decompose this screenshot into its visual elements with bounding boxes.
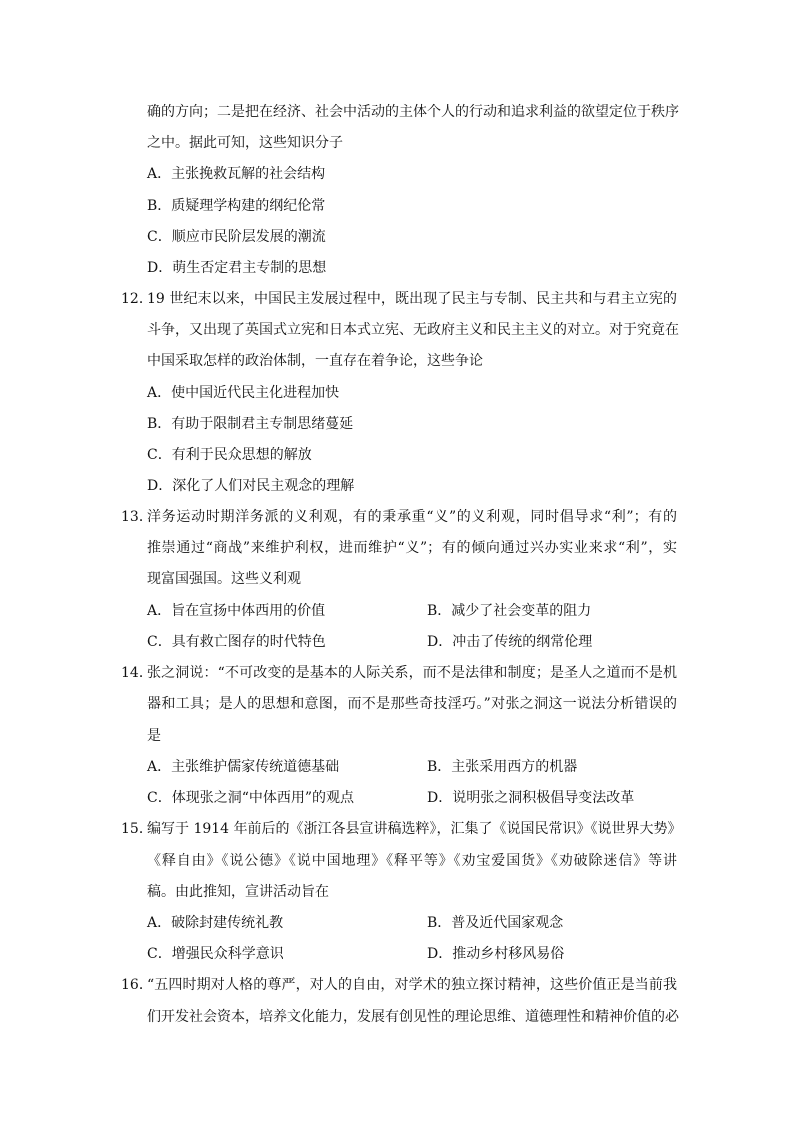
q15-text-line: 《释自由》《说公德》《说中国地理》《释平等》《劝宝爱国货》《劝破除迷信》等讲 xyxy=(147,853,677,869)
q11-option-b: B．质疑理学构建的纲纪伦常 xyxy=(147,198,326,214)
q12-option-a: A．使中国近代民主化进程加快 xyxy=(147,385,340,401)
q11-option-a: A．主张挽救瓦解的社会结构 xyxy=(147,166,326,182)
q14-text-line: 是 xyxy=(147,728,161,744)
q15-number: 15． xyxy=(121,821,153,837)
q14-text-line: 器和工具；是人的思想和意图，而不是那些奇技淫巧。”对张之洞这一说法分析错误的 xyxy=(147,696,677,712)
q15-option-c: C．增强民众科学意识 xyxy=(147,946,284,962)
q13-text-line: 现富国强国。这些义利观 xyxy=(147,571,301,587)
q12-option-d: D．深化了人们对民主观念的理解 xyxy=(147,478,355,494)
q15-text-line: 稿。由此推知，宣讲活动旨在 xyxy=(147,884,329,900)
q12-text-line: 19 世纪末以来，中国民主发展过程中，既出现了民主与专制、民主共和与君主立宪的 xyxy=(147,291,677,307)
q11-text-line: 之中。据此可知，这些知识分子 xyxy=(147,135,343,151)
q14-option-c: C．体现张之洞“中体西用”的观点 xyxy=(147,790,355,806)
q16-text-line: 们开发社会资本，培养文化能力，发展有创见性的理论思维、道德理性和精神价值的必 xyxy=(147,1009,679,1025)
q13-option-a: A．旨在宣扬中体西用的价值 xyxy=(147,603,326,619)
q14-option-b: B．主张采用西方的机器 xyxy=(427,759,578,775)
q16-text-line: “五四时期对人格的尊严，对人的自由，对学术的独立探讨精神，这些价值正是当前我 xyxy=(147,977,677,993)
q15-option-d: D．推动乡村移风易俗 xyxy=(427,946,565,962)
q13-text-line: 洋务运动时期洋务派的义利观，有的秉承重“义”的义利观，同时倡导求“利”；有的 xyxy=(147,509,677,525)
q14-option-d: D．说明张之洞积极倡导变法改革 xyxy=(427,790,635,806)
q12-option-b: B．有助于限制君主专制思绪蔓延 xyxy=(147,416,354,432)
q14-option-a: A．主张维护儒家传统道德基础 xyxy=(147,759,340,775)
q16-number: 16． xyxy=(121,977,153,993)
q11-option-d: D．萌生否定君主专制的思想 xyxy=(147,260,327,276)
q15-option-b: B．普及近代国家观念 xyxy=(427,915,564,931)
q12-option-c: C．有利于民众思想的解放 xyxy=(147,447,312,463)
q13-option-d: D．冲击了传统的纲常伦理 xyxy=(427,634,593,650)
q11-option-c: C．顺应市民阶层发展的潮流 xyxy=(147,229,326,245)
q14-number: 14． xyxy=(121,665,153,681)
q13-number: 13． xyxy=(121,509,153,525)
q12-text-line: 斗争，又出现了英国式立宪和日本式立宪、无政府主义和民主主义的对立。对于究竟在 xyxy=(147,322,679,338)
q15-option-a: A．破除封建传统礼教 xyxy=(147,915,284,931)
q12-number: 12． xyxy=(121,291,153,307)
q13-option-b: B．减少了社会变革的阻力 xyxy=(427,603,592,619)
q11-text-line: 确的方向；二是把在经济、社会中活动的主体个人的行动和追求利益的欲望定位于秩序 xyxy=(147,104,679,120)
q13-text-line: 推崇通过“商战”来维护利权，进而维护“义”；有的倾向通过兴办实业来求“利”，实 xyxy=(147,540,677,556)
q14-text-line: 张之洞说：“不可改变的是基本的人际关系，而不是法律和制度；是圣人之道而不是机 xyxy=(147,665,677,681)
q12-text-line: 中国采取怎样的政治体制，一直存在着争论，这些争论 xyxy=(147,353,483,369)
q15-text-line: 编写于 1914 年前后的《浙江各县宣讲稿选粹》，汇集了《说国民常识》《说世界大势》 xyxy=(147,821,682,837)
q13-option-c: C．具有救亡图存的时代特色 xyxy=(147,634,326,650)
